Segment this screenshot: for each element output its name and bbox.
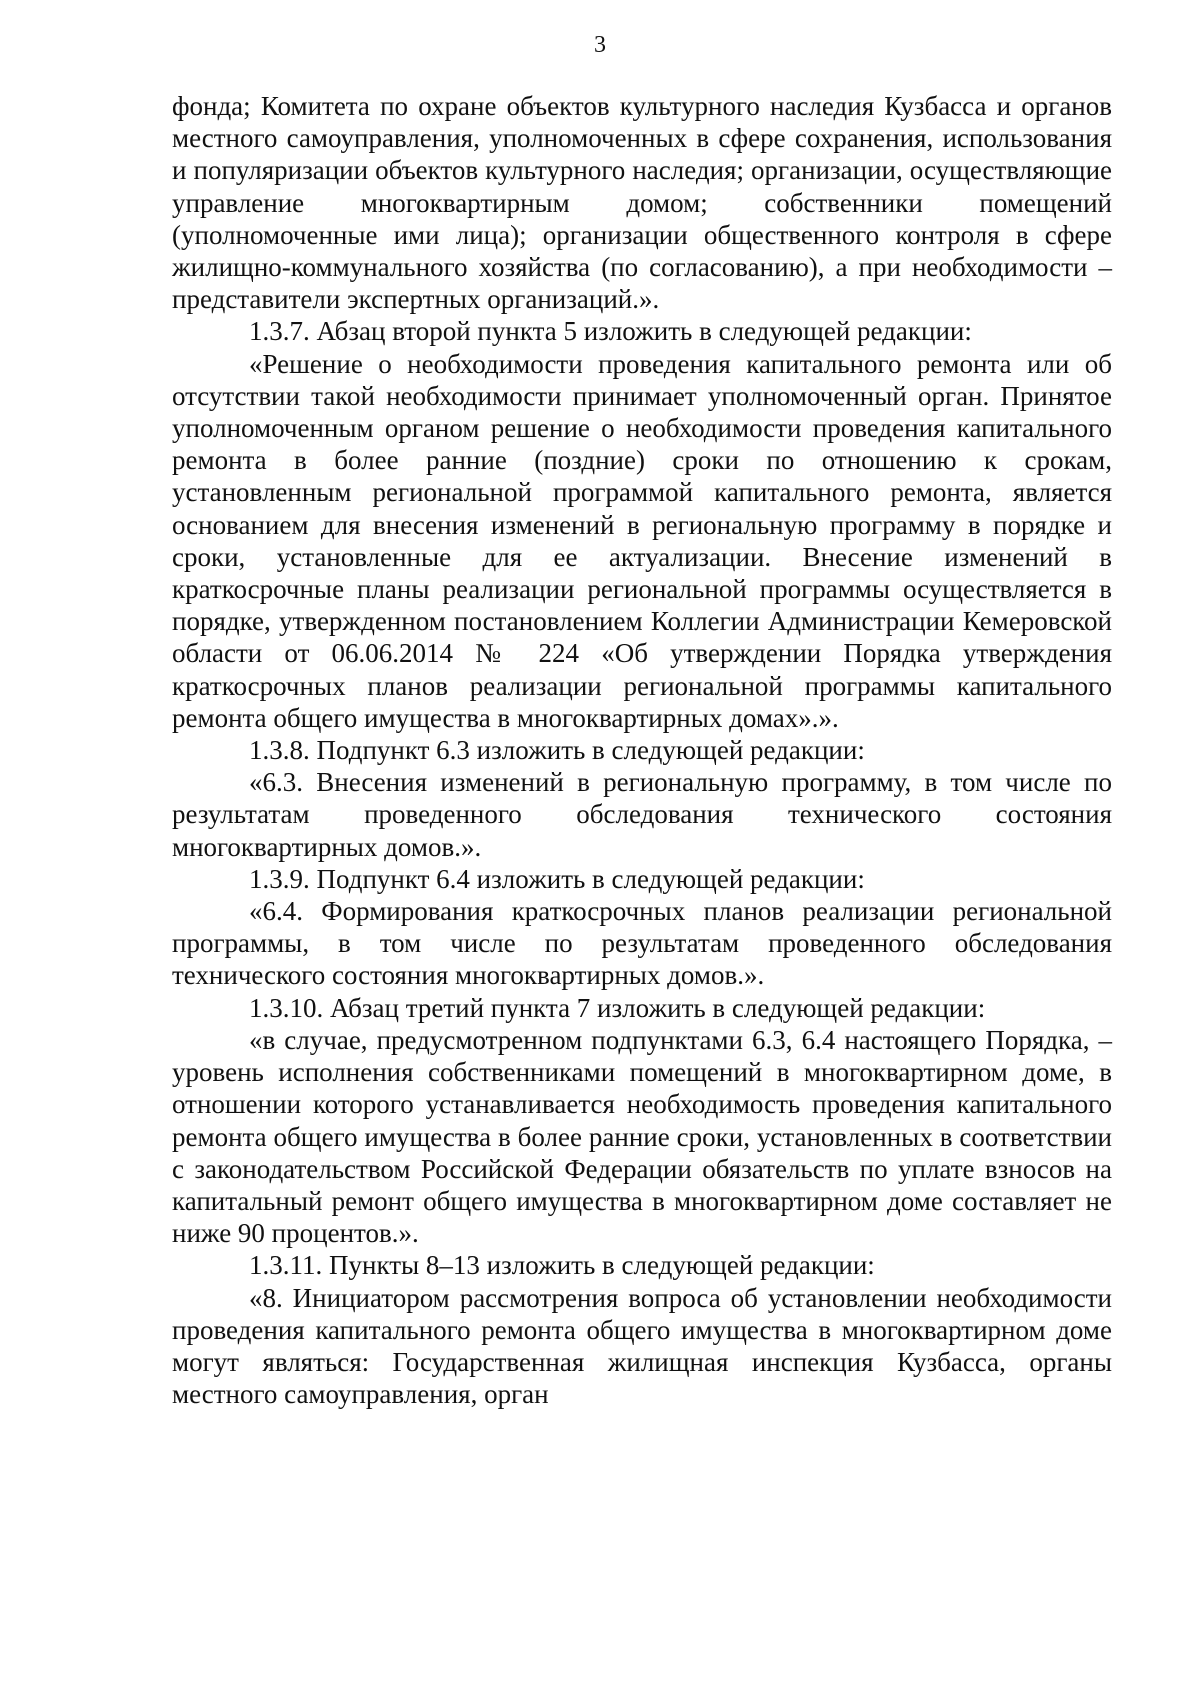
paragraph-1-3-7-heading: 1.3.7. Абзац второй пункта 5 изложить в следующей редакции: (249, 316, 972, 347)
paragraph-1-3-10-heading: 1.3.10. Абзац третий пункта 7 изложить в следующей редакции: (249, 992, 986, 1023)
paragraph-1-3-8-text: «6.3. Внесения изменений в региональную программу, в том числе по результатам проведенного обследования технического состояния многоквартирных домов.». (172, 767, 1112, 862)
paragraph-1-3-10-text: «в случае, предусмотренном подпунктами 6.3, 6.4 настоящего Порядка, – уровень исполнения собственниками помещений в многоквартирном доме, в отношении которого устанавливается необходимость проведения капитального ремонта общего имущества в более ранние сроки, установленных в соответствии с законодательством Российской Федерации обязательств по уплате взносов на капитальный ремонт общего имущества в многоквартирном доме составляет не ниже 90 процентов.». (172, 1024, 1112, 1249)
paragraph-fund-committee: фонда; Комитета по охране объектов культурного наследия Кузбасса и органов местного самоуправления, уполномоченных в сфере сохранения, использования и популяризации объектов культурного наследия; организации, осуществляющие управление многоквартирным домом; собственники помещений (уполномоченные ими лица); организации общественного контроля в сфере жилищно-коммунального хозяйства (по согласованию), а при необходимости – представители экспертных организаций.». (172, 91, 1112, 315)
paragraph-1-3-11-heading: 1.3.11. Пункты 8–13 изложить в следующей редакции: (249, 1250, 875, 1281)
page-number: 3 (594, 32, 606, 58)
paragraph-1-3-9-text: «6.4. Формирования краткосрочных планов реализации региональной программы, в том числе по результатам проведенного обследования технического состояния многоквартирных домов.». (172, 896, 1112, 991)
paragraph-1-3-7-text: «Решение о необходимости проведения капитального ремонта или об отсутствии такой необходимости принимает уполномоченный орган. Принятое уполномоченным органом решение о необходимости проведения капитального ремонта в более ранние (поздние) сроки по отношению к срокам, установленным региональной программой капитального ремонта, является основанием для внесения изменений в региональную программу в порядке и сроки, установленные для ее актуализации. Внесение изменений в краткосрочные планы реализации региональной программы осуществляется в порядке, утвержденном постановлением Коллегии Администрации Кемеровской области от 06.06.2014 № 224 «Об утверждении Порядка утверждения краткосрочных планов реализации региональной программы капитального ремонта общего имущества в многоквартирных домах».». (172, 348, 1112, 733)
paragraph-1-3-8-heading: 1.3.8. Подпункт 6.3 изложить в следующей редакции: (249, 735, 865, 766)
paragraph-1-3-11-text: «8. Инициатором рассмотрения вопроса об установлении необходимости проведения капитального ремонта общего имущества в многоквартирном доме могут являться: Государственная жилищная инспекция Кузбасса, органы местного самоуправления, орган (172, 1282, 1112, 1410)
paragraph-1-3-9-heading: 1.3.9. Подпункт 6.4 изложить в следующей редакции: (249, 863, 865, 894)
document-body (172, 90, 1112, 1410)
